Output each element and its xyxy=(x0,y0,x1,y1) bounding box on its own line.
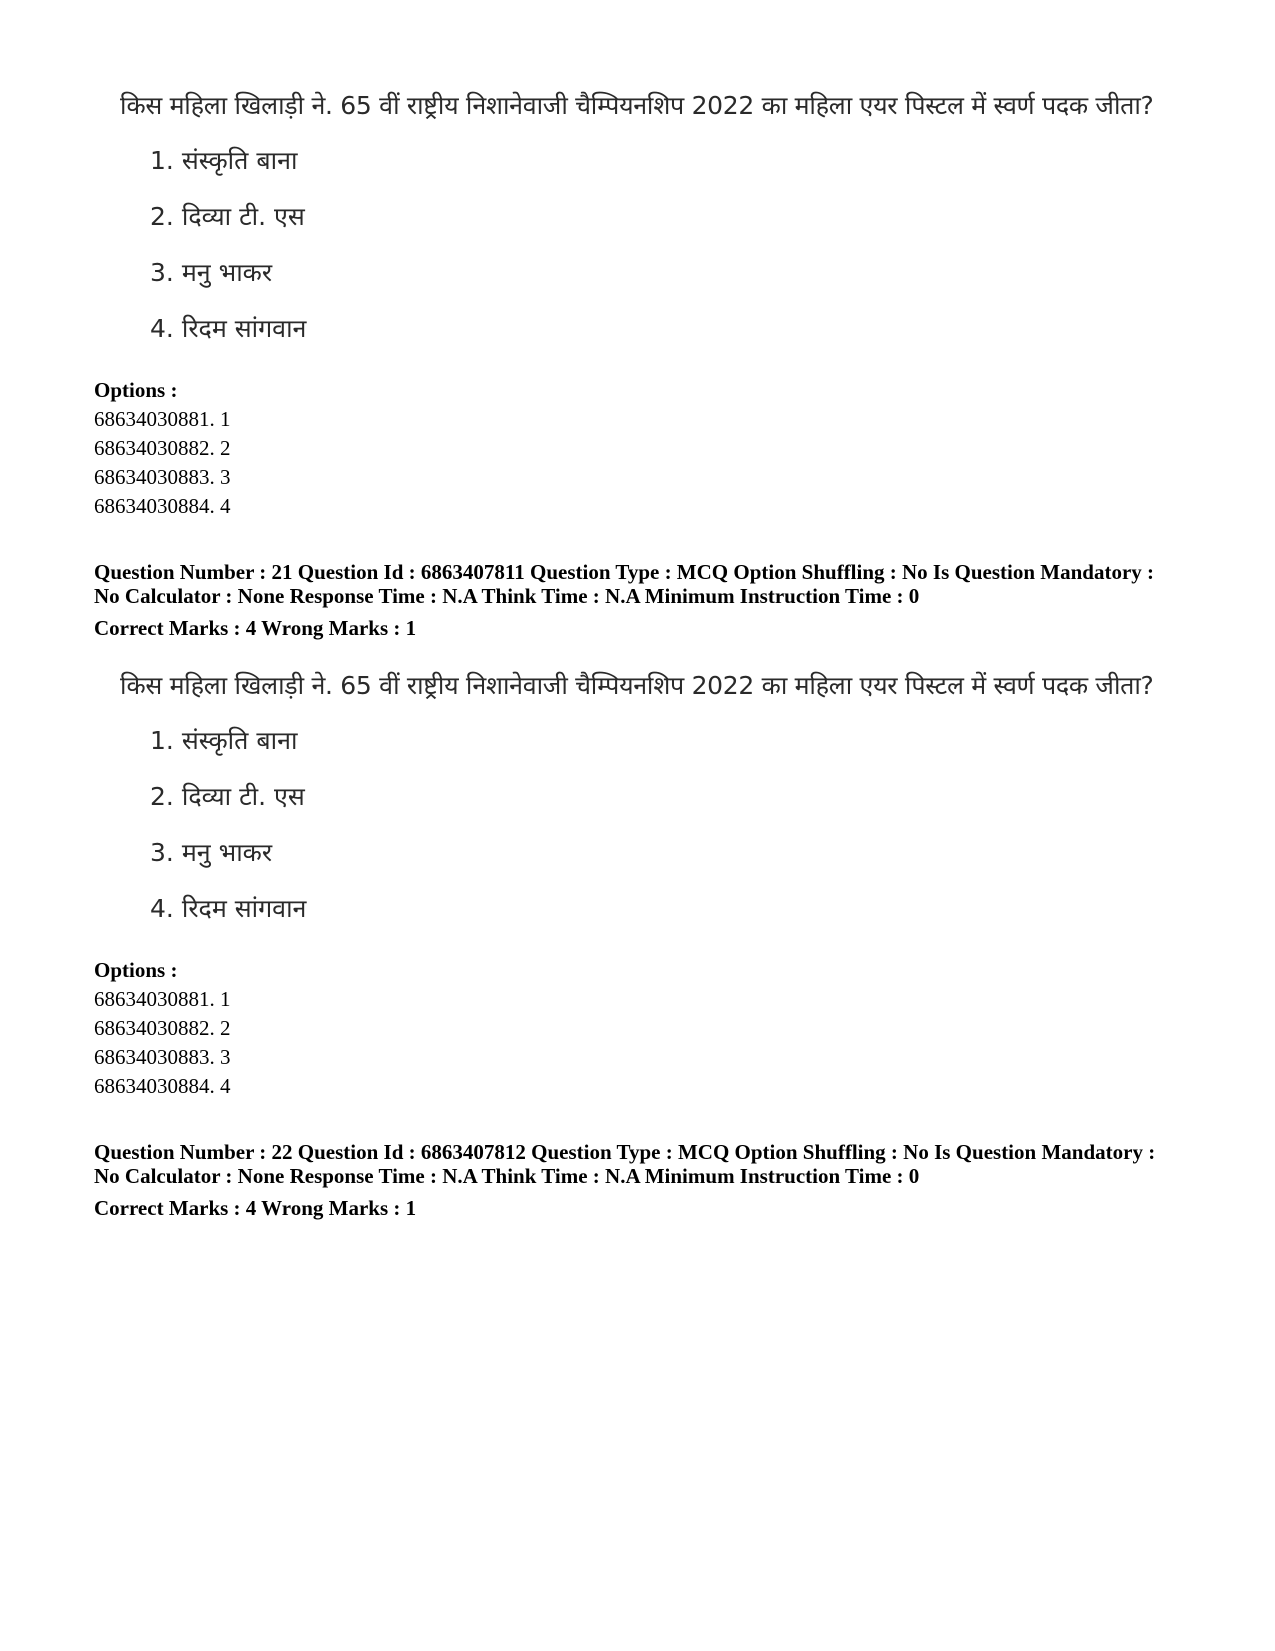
option-id-line: 68634030882. 2 xyxy=(94,1016,231,1040)
option-id-line: 68634030881. 1 xyxy=(94,407,231,431)
choice-4: 4. रिदम सांगवान xyxy=(150,894,307,923)
question-header-line-1: Question Number : 21 Question Id : 6863407811 Question Type : MCQ Option Shuffling : No Is Question Mandatory : xyxy=(94,560,1155,584)
option-id-line: 68634030883. 3 xyxy=(94,1045,231,1069)
choice-2: 2. दिव्या टी. एस xyxy=(150,202,305,231)
options-label: Options : xyxy=(94,378,178,402)
option-id-line: 68634030884. 4 xyxy=(94,1074,231,1098)
options-label: Options : xyxy=(94,958,178,982)
option-id-line: 68634030881. 1 xyxy=(94,987,231,1011)
choice-3: 3. मनु भाकर xyxy=(150,838,273,867)
marks-line: Correct Marks : 4 Wrong Marks : 1 xyxy=(94,616,417,640)
question-header-line-2: No Calculator : None Response Time : N.A Think Time : N.A Minimum Instruction Time : 0 xyxy=(94,584,920,608)
option-id-line: 68634030883. 3 xyxy=(94,465,231,489)
choice-4: 4. रिदम सांगवान xyxy=(150,314,307,343)
choice-1: 1. संस्कृति बाना xyxy=(150,726,298,755)
choice-2: 2. दिव्या टी. एस xyxy=(150,782,305,811)
question-text: किस महिला खिलाड़ी ने. 65 वीं राष्ट्रीय निशानेवाजी चैम्पियनशिप 2022 का महिला एयर पिस्टल में स्वर्ण पदक जीता? xyxy=(120,91,1154,120)
question-header xyxy=(94,1140,1155,1188)
marks-line: Correct Marks : 4 Wrong Marks : 1 xyxy=(94,1196,417,1220)
question-header-line-2: No Calculator : None Response Time : N.A Think Time : N.A Minimum Instruction Time : 0 xyxy=(94,1164,920,1188)
option-id-line: 68634030884. 4 xyxy=(94,494,231,518)
choice-3: 3. मनु भाकर xyxy=(150,258,273,287)
question-header xyxy=(94,560,1154,608)
question-header-line-1: Question Number : 22 Question Id : 6863407812 Question Type : MCQ Option Shuffling : No Is Question Mandatory : xyxy=(94,1140,1156,1164)
choice-1: 1. संस्कृति बाना xyxy=(150,146,298,175)
option-id-line: 68634030882. 2 xyxy=(94,436,231,460)
question-text: किस महिला खिलाड़ी ने. 65 वीं राष्ट्रीय निशानेवाजी चैम्पियनशिप 2022 का महिला एयर पिस्टल में स्वर्ण पदक जीता? xyxy=(120,671,1154,700)
